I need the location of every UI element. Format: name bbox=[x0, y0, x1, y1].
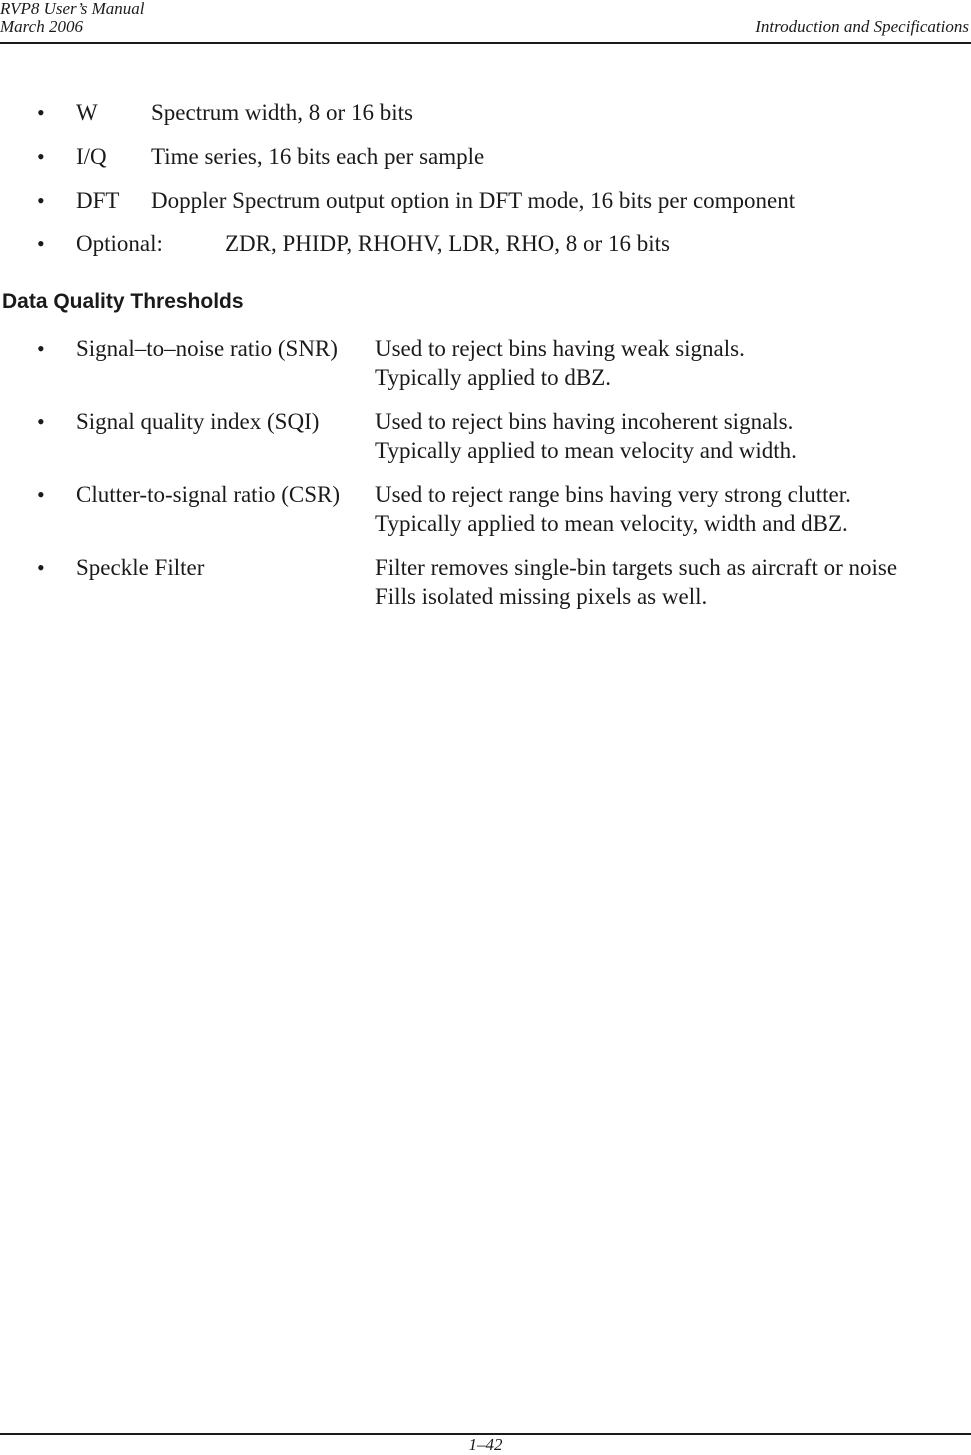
threshold-description bbox=[375, 480, 851, 538]
bullet-icon: • bbox=[37, 231, 45, 256]
threshold-name: Signal–to–noise ratio (SNR) bbox=[76, 336, 338, 361]
description-line: Fills isolated missing pixels as well. bbox=[375, 584, 708, 609]
bullet-icon: • bbox=[37, 336, 45, 361]
bullet-icon: • bbox=[37, 482, 45, 507]
manual-date: March 2006 bbox=[0, 17, 83, 36]
bullet-icon: • bbox=[37, 555, 45, 580]
page-number: 1–42 bbox=[468, 1435, 503, 1454]
threshold-name: Speckle Filter bbox=[76, 555, 205, 580]
threshold-description bbox=[375, 553, 897, 611]
item-description: ZDR, PHIDP, RHOHV, LDR, RHO, 8 or 16 bits bbox=[225, 231, 670, 256]
item-description: Doppler Spectrum output option in DFT mode, 16 bits per component bbox=[151, 188, 796, 213]
description-line: Used to reject bins having weak signals. bbox=[375, 336, 745, 361]
item-description: Time series, 16 bits each per sample bbox=[151, 144, 485, 169]
description-line: Typically applied to mean velocity, width and dBZ. bbox=[375, 511, 848, 536]
bullet-icon: • bbox=[37, 144, 45, 169]
section-heading: Data Quality Thresholds bbox=[2, 290, 244, 313]
description-line: Filter removes single-bin targets such as aircraft or noise bbox=[375, 555, 898, 580]
item-code: I/Q bbox=[76, 144, 107, 169]
item-description: Spectrum width, 8 or 16 bits bbox=[151, 100, 413, 125]
chapter-title: Introduction and Specifications bbox=[755, 17, 969, 36]
description-line: Used to reject bins having incoherent signals. bbox=[375, 409, 794, 434]
threshold-description bbox=[375, 334, 745, 392]
bullet-icon: • bbox=[37, 100, 45, 125]
header-rule bbox=[0, 42, 971, 44]
bullet-icon: • bbox=[37, 409, 45, 434]
threshold-description bbox=[375, 407, 797, 465]
running-header-left bbox=[0, 0, 145, 36]
description-line: Typically applied to mean velocity and width. bbox=[375, 438, 797, 463]
item-code: W bbox=[76, 100, 98, 125]
item-code: DFT bbox=[76, 188, 120, 213]
description-line: Typically applied to dBZ. bbox=[375, 365, 612, 390]
manual-title: RVP8 User’s Manual bbox=[0, 0, 145, 18]
threshold-name: Clutter-to-signal ratio (CSR) bbox=[76, 482, 341, 507]
bullet-icon: • bbox=[37, 188, 45, 213]
threshold-name: Signal quality index (SQI) bbox=[76, 409, 320, 434]
description-line: Used to reject range bins having very strong clutter. bbox=[375, 482, 851, 507]
item-code: Optional: bbox=[76, 231, 163, 256]
